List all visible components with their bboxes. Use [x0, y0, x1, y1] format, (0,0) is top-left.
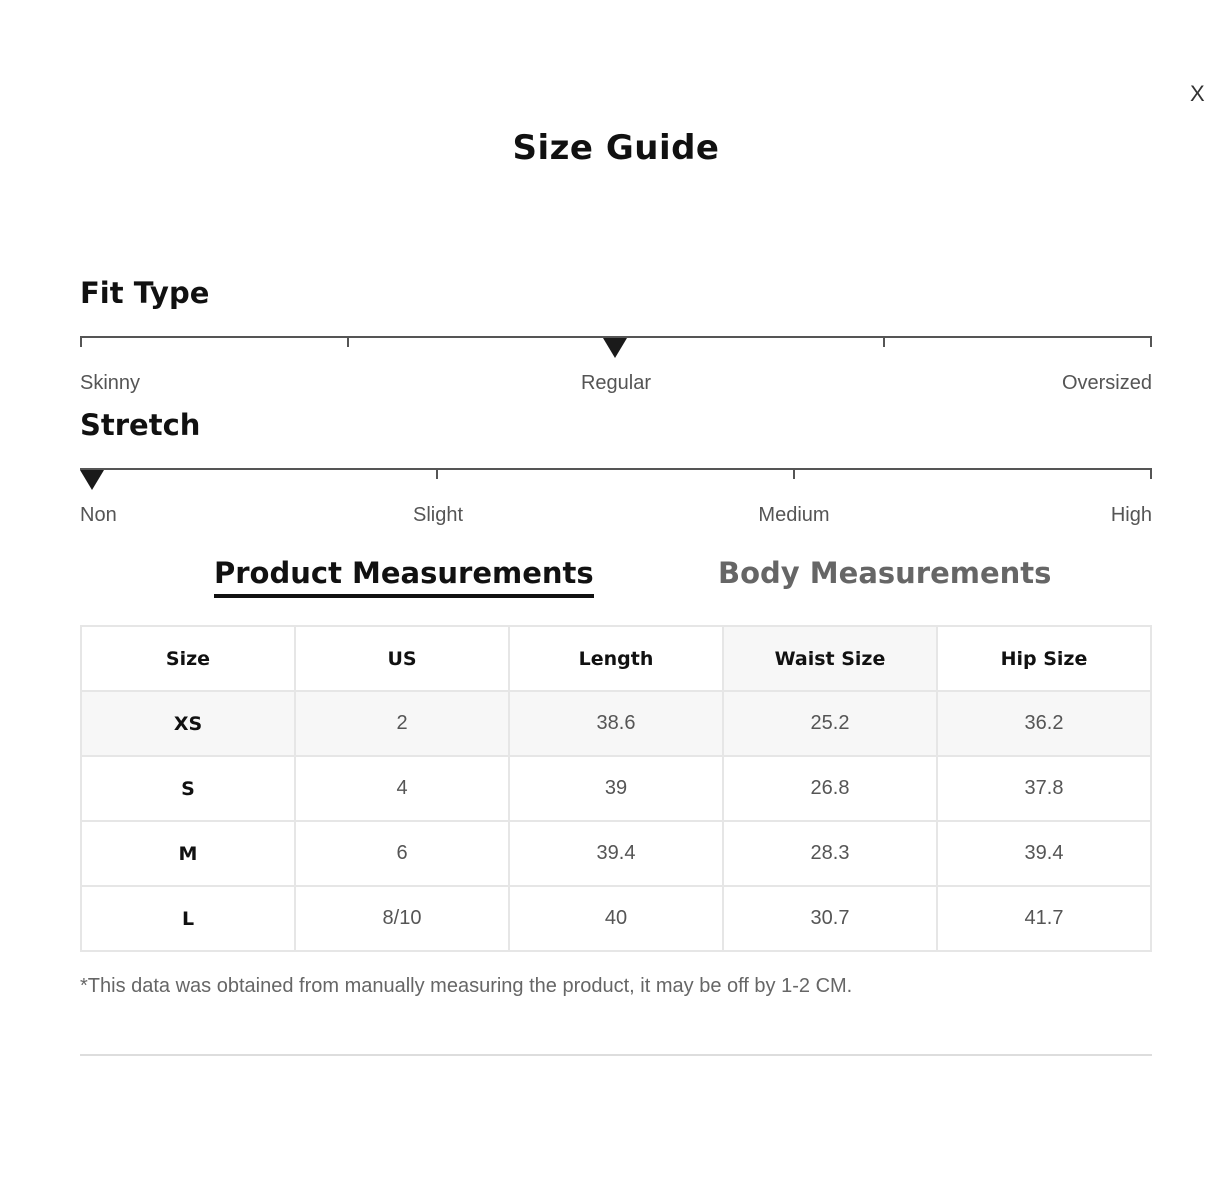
table-header-row: [81, 626, 1151, 691]
table-row: [81, 756, 1151, 821]
length-cell: 40: [509, 886, 723, 951]
stretch-scale-line: [80, 468, 1152, 470]
column-header-size: Size: [81, 626, 295, 691]
tab-body-measurements[interactable]: Body Measurements: [718, 556, 1052, 590]
size-cell: S: [81, 756, 295, 821]
waist-cell: 30.7: [723, 886, 937, 951]
hip-cell: 41.7: [937, 886, 1151, 951]
fit-type-scale: [80, 330, 1152, 400]
size-cell: XS: [81, 691, 295, 756]
measurements-table: [80, 625, 1152, 952]
fit-type-tick: [80, 336, 82, 347]
us-cell: 4: [295, 756, 509, 821]
length-cell: 38.6: [509, 691, 723, 756]
us-cell: 2: [295, 691, 509, 756]
stretch-tick: [793, 468, 795, 479]
table-row: [81, 886, 1151, 951]
close-button[interactable]: [1190, 81, 1205, 106]
fit-label-skinny: Skinny: [80, 372, 141, 394]
measurement-disclaimer: *This data was obtained from manually measuring the product, it may be off by 1-2 CM.: [80, 975, 853, 997]
waist-cell: 28.3: [723, 821, 937, 886]
column-header-length: Length: [509, 626, 723, 691]
table-row: [81, 821, 1151, 886]
fit-type-tick: [883, 336, 885, 347]
stretch-label-non: Non: [80, 504, 117, 526]
length-cell: 39: [509, 756, 723, 821]
fit-type-marker: [603, 338, 627, 358]
stretch-scale: [80, 462, 1152, 532]
waist-cell: 25.2: [723, 691, 937, 756]
stretch-label-slight: Slight: [412, 504, 464, 526]
us-cell: 6: [295, 821, 509, 886]
column-header-hip-size: Hip Size: [937, 626, 1151, 691]
column-header-waist-size: Waist Size: [723, 626, 937, 691]
fit-type-tick: [347, 336, 349, 347]
us-cell: 8/10: [295, 886, 509, 951]
stretch-label-medium: Medium: [758, 504, 830, 526]
fit-type-tick: [1150, 336, 1152, 347]
stretch-label-high: High: [1110, 504, 1152, 526]
length-cell: 39.4: [509, 821, 723, 886]
fit-type-heading: Fit Type: [80, 276, 210, 310]
stretch-tick: [436, 468, 438, 479]
size-cell: L: [81, 886, 295, 951]
stretch-marker: [80, 470, 104, 490]
hip-cell: 37.8: [937, 756, 1151, 821]
hip-cell: 36.2: [937, 691, 1151, 756]
waist-cell: 26.8: [723, 756, 937, 821]
column-header-us: US: [295, 626, 509, 691]
stretch-tick: [1150, 468, 1152, 479]
table-row: [81, 691, 1151, 756]
size-cell: M: [81, 821, 295, 886]
tab-product-measurements[interactable]: Product Measurements: [214, 556, 594, 598]
stretch-heading: Stretch: [80, 408, 201, 442]
fit-label-regular: Regular: [580, 372, 652, 394]
fit-label-oversized: Oversized: [1061, 372, 1152, 394]
page-title: Size Guide: [512, 128, 720, 168]
hip-cell: 39.4: [937, 821, 1151, 886]
close-icon: X: [1190, 81, 1205, 106]
divider: [80, 1054, 1152, 1056]
